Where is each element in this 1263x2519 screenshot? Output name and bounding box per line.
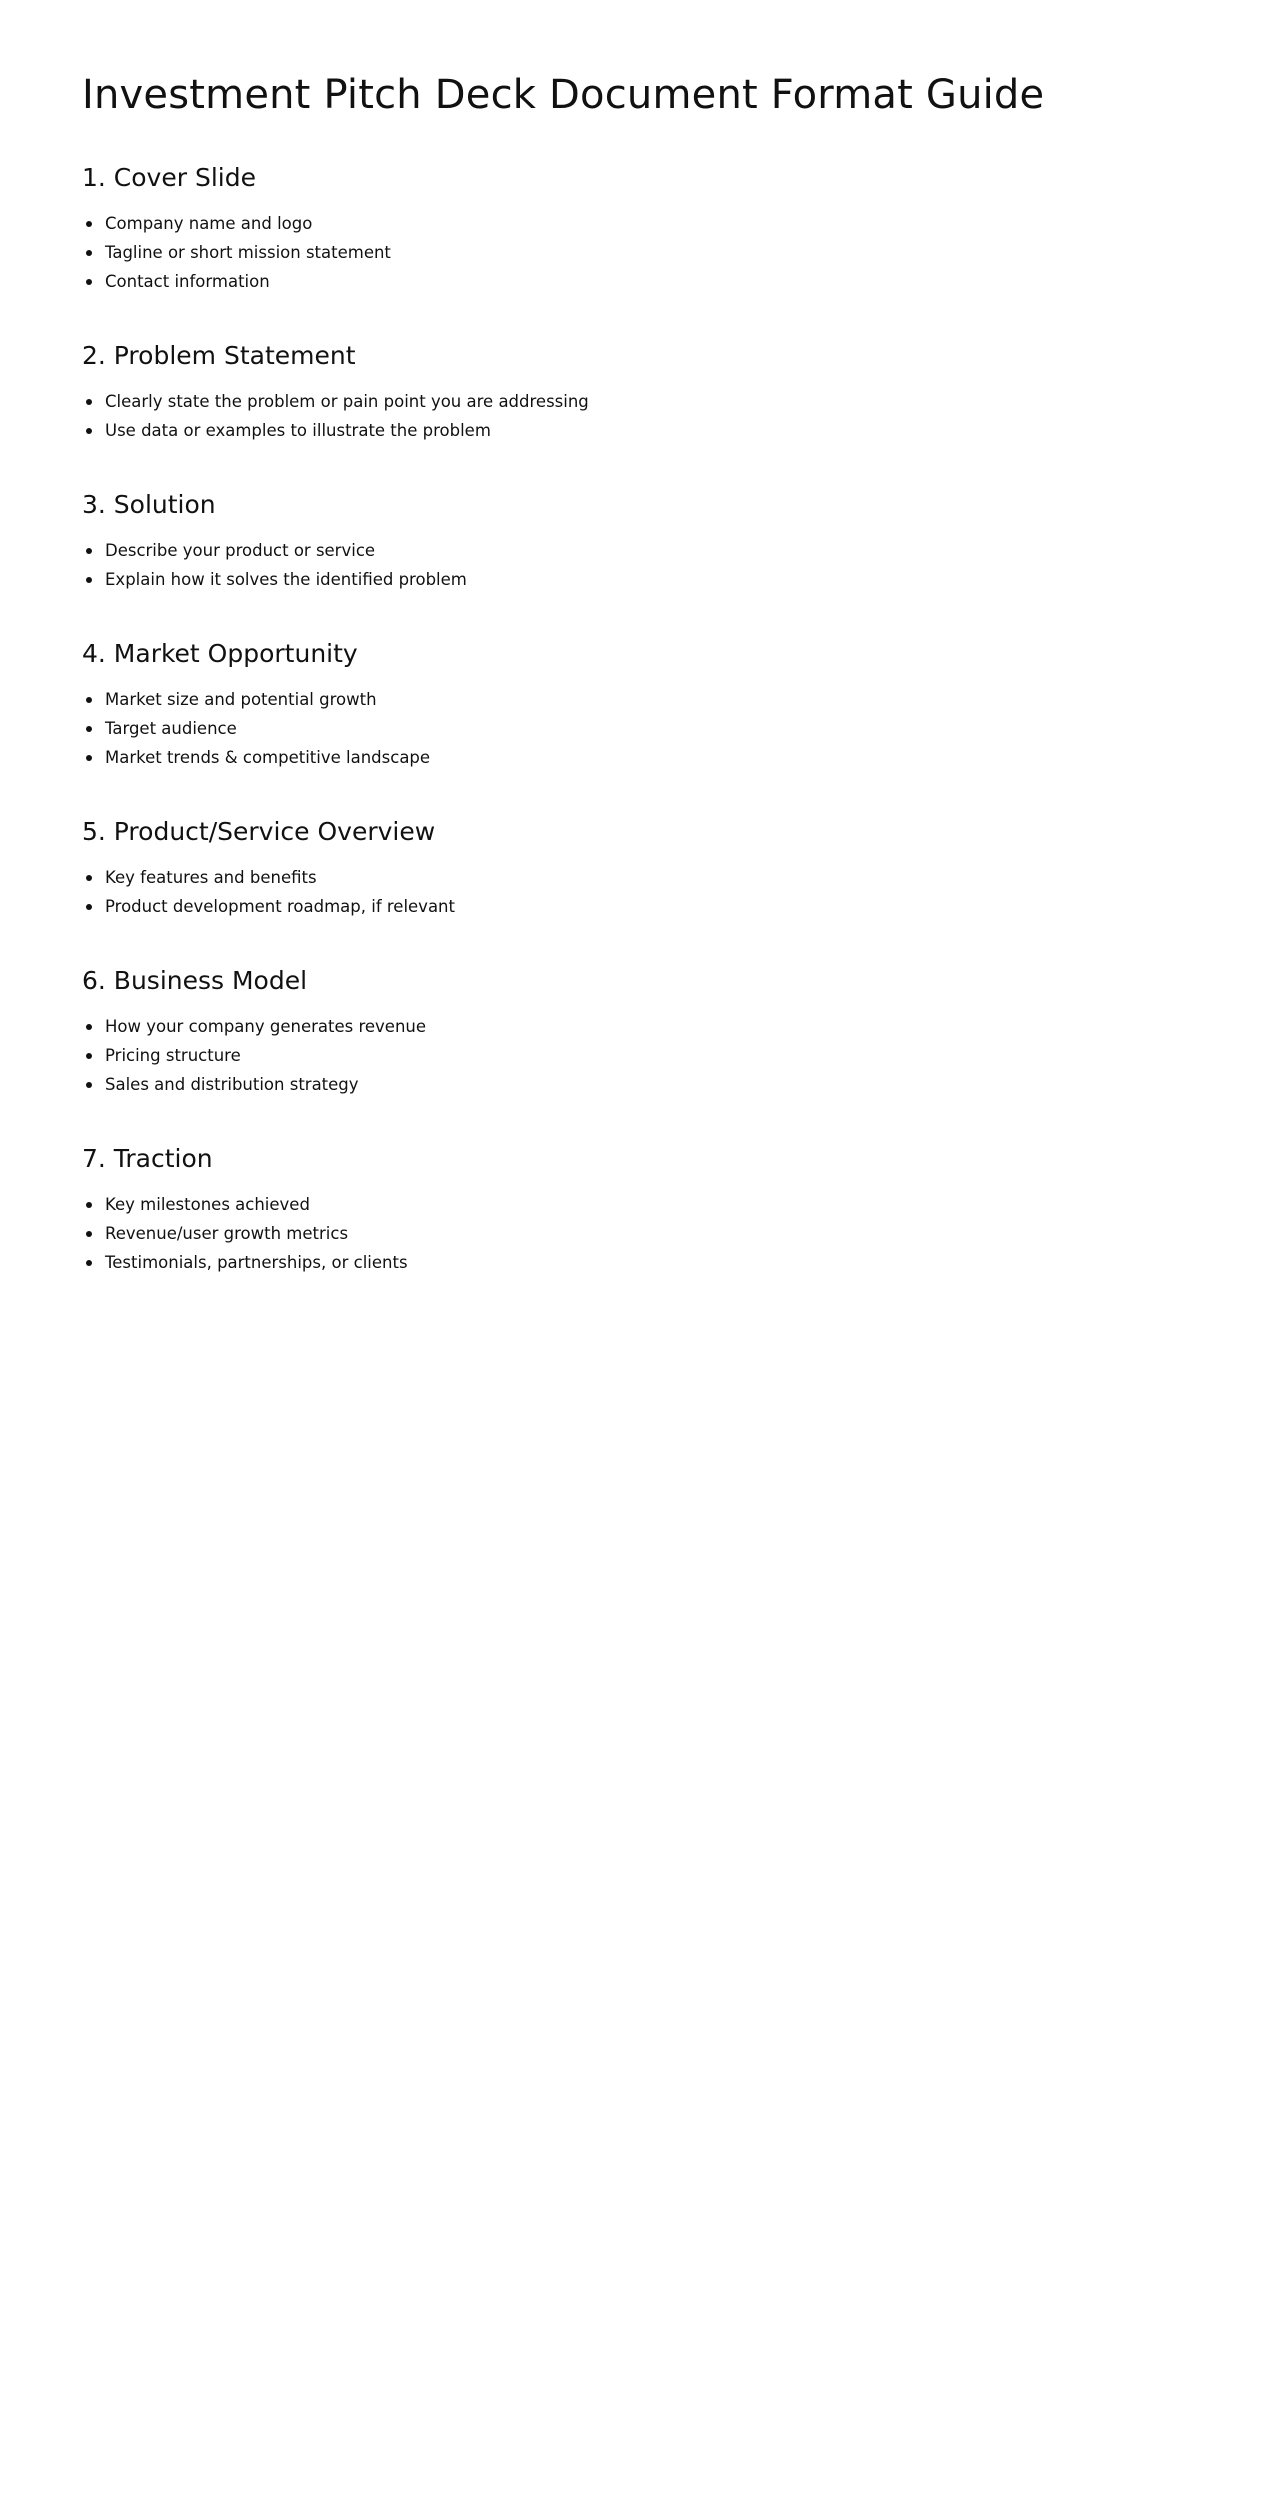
section-problem-statement xyxy=(82,339,1082,445)
list-item-text: Sales and distribution strategy xyxy=(105,1075,359,1094)
list-item-text: Use data or examples to illustrate the problem xyxy=(105,421,491,440)
section-heading: 1. Cover Slide xyxy=(82,163,256,192)
bullet-point-icon xyxy=(86,755,92,761)
list-item xyxy=(82,267,1082,296)
list-item-text: Revenue/user growth metrics xyxy=(105,1224,349,1243)
bullet-list xyxy=(82,863,1082,921)
list-item xyxy=(82,863,1082,892)
list-item xyxy=(82,387,1082,416)
bullet-point-icon xyxy=(86,279,92,285)
list-item xyxy=(82,714,1082,743)
bullet-list xyxy=(82,209,1082,296)
list-item-text: How your company generates revenue xyxy=(105,1017,427,1036)
list-item-text: Explain how it solves the identified problem xyxy=(105,570,467,589)
bullet-point-icon xyxy=(86,726,92,732)
list-item-text: Company name and logo xyxy=(105,214,313,233)
list-item xyxy=(82,685,1082,714)
bullet-list xyxy=(82,387,1082,445)
bullet-list xyxy=(82,536,1082,594)
list-item xyxy=(82,743,1082,772)
list-item-text: Key features and benefits xyxy=(105,868,317,887)
section-solution xyxy=(82,488,1082,594)
section-heading: 5. Product/Service Overview xyxy=(82,817,436,846)
list-item xyxy=(82,1041,1082,1070)
list-item-text: Key milestones achieved xyxy=(105,1195,310,1214)
bullet-point-icon xyxy=(86,1202,92,1208)
bullet-point-icon xyxy=(86,221,92,227)
list-item-text: Product development roadmap, if relevant xyxy=(105,897,455,916)
list-item xyxy=(82,1248,1082,1277)
section-heading: 2. Problem Statement xyxy=(82,341,356,370)
section-business-model xyxy=(82,964,1082,1099)
section-heading: 4. Market Opportunity xyxy=(82,639,358,668)
bullet-point-icon xyxy=(86,1082,92,1088)
bullet-point-icon xyxy=(86,875,92,881)
bullet-point-icon xyxy=(86,428,92,434)
list-item-text: Market size and potential growth xyxy=(105,690,377,709)
list-item xyxy=(82,209,1082,238)
section-heading: 3. Solution xyxy=(82,490,216,519)
list-item-text: Market trends & competitive landscape xyxy=(105,748,431,767)
bullet-point-icon xyxy=(86,577,92,583)
section-heading: 7. Traction xyxy=(82,1144,213,1173)
section-product-service-overview xyxy=(82,815,1082,921)
list-item xyxy=(82,1070,1082,1099)
bullet-point-icon xyxy=(86,250,92,256)
list-item xyxy=(82,536,1082,565)
bullet-point-icon xyxy=(86,1231,92,1237)
bullet-list xyxy=(82,1190,1082,1277)
section-market-opportunity xyxy=(82,637,1082,772)
list-item-text: Tagline or short mission statement xyxy=(105,243,391,262)
section-traction xyxy=(82,1142,1082,1277)
list-item-text: Testimonials, partnerships, or clients xyxy=(105,1253,408,1272)
list-item xyxy=(82,565,1082,594)
list-item-text: Clearly state the problem or pain point you are addressing xyxy=(105,392,589,411)
bullet-point-icon xyxy=(86,399,92,405)
list-item-text: Target audience xyxy=(105,719,237,738)
list-item xyxy=(82,416,1082,445)
page-title: Investment Pitch Deck Document Format Guide xyxy=(82,72,1045,118)
bullet-point-icon xyxy=(86,548,92,554)
list-item xyxy=(82,1012,1082,1041)
bullet-point-icon xyxy=(86,697,92,703)
bullet-list xyxy=(82,685,1082,772)
list-item-text: Pricing structure xyxy=(105,1046,241,1065)
list-item-text: Describe your product or service xyxy=(105,541,376,560)
bullet-point-icon xyxy=(86,1053,92,1059)
list-item xyxy=(82,1190,1082,1219)
bullet-point-icon xyxy=(86,1024,92,1030)
bullet-point-icon xyxy=(86,904,92,910)
list-item xyxy=(82,892,1082,921)
list-item xyxy=(82,1219,1082,1248)
section-heading: 6. Business Model xyxy=(82,966,308,995)
bullet-point-icon xyxy=(86,1260,92,1266)
bullet-list xyxy=(82,1012,1082,1099)
list-item xyxy=(82,238,1082,267)
list-item-text: Contact information xyxy=(105,272,270,291)
section-cover-slide xyxy=(82,161,1082,296)
